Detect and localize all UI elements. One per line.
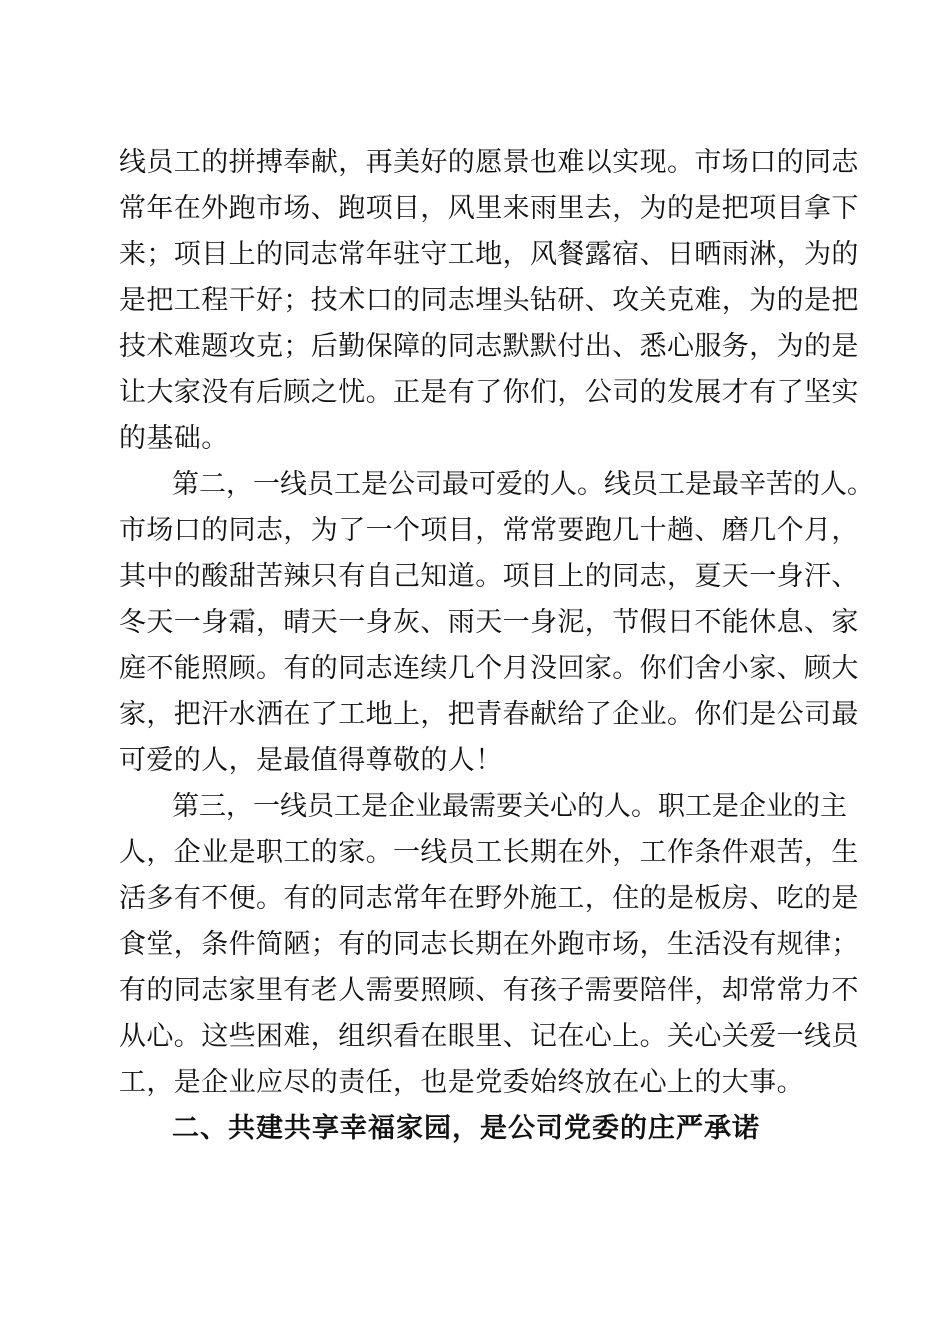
body-line: 的基础。 <box>119 423 229 454</box>
body-line: 线员工的拼搏奉献，再美好的愿景也难以实现。市场口的同志 <box>119 147 859 178</box>
body-line: 其中的酸甜苦辣只有自己知道。项目上的同志，夏天一身汗、 <box>119 561 859 592</box>
body-line: 活多有不便。有的同志常年在野外施工，住的是板房、吃的是 <box>119 883 859 914</box>
body-line: 从心。这些困难，组织看在眼里、记在心上。关心关爱一线员 <box>119 1021 859 1052</box>
body-line: 来；项目上的同志常年驻守工地，风餐露宿、日晒雨淋，为的 <box>119 239 859 270</box>
body-line: 可爱的人，是最值得尊敬的人！ <box>119 745 503 776</box>
body-line: 家，把汗水洒在了工地上，把青春献给了企业。你们是公司最 <box>119 699 859 730</box>
body-line: 冬天一身霜，晴天一身灰、雨天一身泥，节假日不能休息、家 <box>119 607 859 638</box>
body-line: 市场口的同志，为了一个项目，常常要跑几十趟、磨几个月， <box>119 515 859 546</box>
body-line: 人，企业是职工的家。一线员工长期在外，工作条件艰苦，生 <box>119 837 859 868</box>
paragraph-second-lead: 第二，一线员工是公司最可爱的人。线员工是最辛苦的人。 <box>172 469 874 500</box>
body-line: 庭不能照顾。有的同志连续几个月没回家。你们舍小家、顾大 <box>119 653 859 684</box>
body-line: 是把工程干好；技术口的同志埋头钻研、攻关克难，为的是把 <box>119 285 859 316</box>
body-line: 食堂，条件简陋；有的同志长期在外跑市场，生活没有规律； <box>119 929 859 960</box>
body-line: 让大家没有后顾之忧。正是有了你们，公司的发展才有了坚实 <box>119 377 859 408</box>
section-heading: 二、共建共享幸福家园，是公司党委的庄严承诺 <box>172 1113 760 1144</box>
body-line: 常年在外跑市场、跑项目，风里来雨里去，为的是把项目拿下 <box>119 193 859 224</box>
body-line: 技术难题攻克；后勤保障的同志默默付出、悉心服务，为的是 <box>119 331 859 362</box>
body-line: 工，是企业应尽的责任，也是党委始终放在心上的大事。 <box>119 1067 804 1098</box>
body-line: 有的同志家里有老人需要照顾、有孩子需要陪伴，却常常力不 <box>119 975 859 1006</box>
paragraph-third-lead: 第三，一线员工是企业最需要关心的人。职工是企业的主 <box>172 791 847 822</box>
